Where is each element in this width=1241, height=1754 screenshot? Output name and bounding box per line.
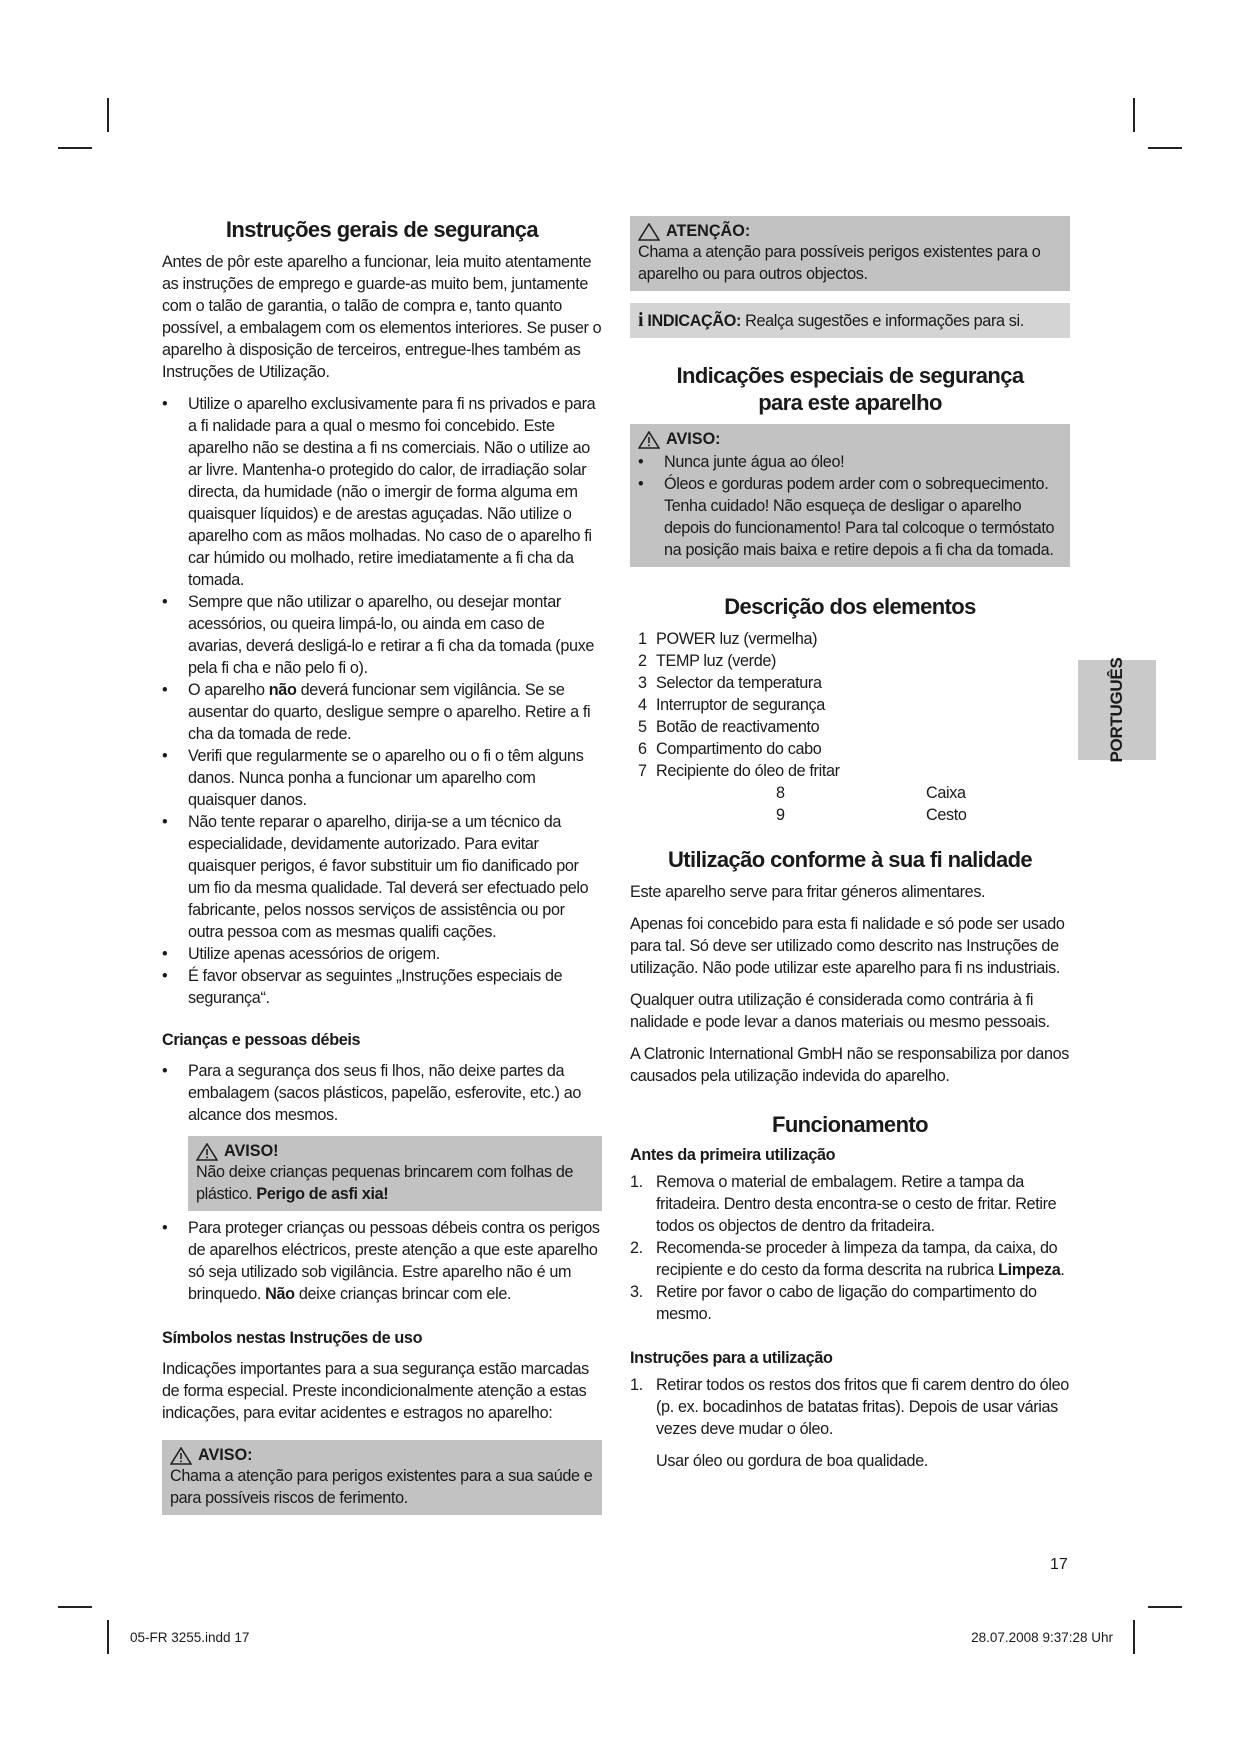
- list-item: 9 Cesto: [776, 806, 967, 824]
- list-item: 1. Retirar todos os restos dos fritos que fi carem dentro do óleo (p. ex. bocadinhos de batatas fritas). Depois de usar várias vezes deve mudar o óleo.: [630, 1376, 1069, 1438]
- attention-text: Chama a atenção para possíveis perigos existentes para o aparelho ou para outros objectos.: [638, 243, 1041, 283]
- footer-file-info: 05-FR 3255.indd 17: [130, 1630, 250, 1645]
- warning-triangle-icon: [196, 1143, 218, 1161]
- first-use-heading: Antes da primeira utilização: [630, 1146, 836, 1164]
- section-title-operation: Funcionamento: [772, 1112, 928, 1137]
- list-item: • Para a segurança dos seus fi lhos, não deixe partes da embalagem (sacos plásticos, papelão, esferovite, etc.) ao alcance dos mesmos.: [162, 1060, 602, 1126]
- note-title: INDICAÇÃO:: [647, 312, 741, 330]
- list-item: 6 Compartimento do cabo: [638, 740, 822, 758]
- warning-title: AVISO:: [666, 430, 721, 448]
- list-item: 4 Interruptor de segurança: [638, 696, 825, 714]
- list-item: 2. Recomenda-se proceder à limpeza da tampa, da caixa, do recipiente e do cesto da forma descrita na rubrica Limpeza.: [630, 1239, 1065, 1279]
- right-column: [630, 216, 1070, 1472]
- list-item: • O aparelho não deverá funcionar sem vigilância. Se se ausentar do quarto, desligue sempre o aparelho. Retire a fi cha da tomada de rede.: [162, 679, 602, 745]
- note-box: [630, 303, 1070, 338]
- page-number: 17: [1050, 1556, 1068, 1573]
- info-icon: i: [638, 309, 644, 331]
- list-item: 2 TEMP luz (verde): [638, 652, 777, 670]
- list-item: • Não tente reparar o aparelho, dirija-se a um técnico da especialidade, devidamente autorizado. Para evitar quaisquer perigos, é favor substituir um fio danificado por um fio da mesma qualidade. Tal deverá ser efectuado pelo fabricante, pelos nossos serviços de assistência ou por outra pessoa com as mesmas qualifi cações.: [162, 811, 602, 943]
- caution-triangle-icon: [638, 223, 660, 241]
- usage-paragraph: Apenas foi concebido para esta fi nalidade e só pode ser usado para tal. Só deve ser utilizado como descrito nas Instruções de utilização. Não pode utilizar este aparelho para fi ns industriais.: [630, 915, 1065, 977]
- list-item: • Para proteger crianças ou pessoas débeis contra os perigos de aparelhos eléctricos, preste atenção a que este aparelho só seja utilizado sob vigilância. Estre aparelho não é um brinquedo. Não deixe crianças brincar com ele.: [162, 1217, 602, 1305]
- list-item: 7 Recipiente do óleo de fritar: [638, 762, 840, 780]
- list-item: • É favor observar as seguintes „Instruções especiais de segurança“.: [162, 965, 602, 1009]
- crop-mark: [1148, 147, 1182, 149]
- warning-bold-text: Perigo de asfi xia!: [256, 1185, 389, 1203]
- warning-title: AVISO:: [198, 1446, 253, 1464]
- attention-title: ATENÇÃO:: [666, 222, 751, 240]
- children-list-2: [162, 1217, 602, 1305]
- crop-mark: [1133, 1620, 1135, 1654]
- crop-mark: [1133, 98, 1135, 132]
- instructions-steps: [630, 1374, 1070, 1440]
- warning-triangle-icon: [170, 1447, 192, 1465]
- note-text: Realça sugestões e informações para si.: [745, 312, 1024, 330]
- list-item: • Verifi que regularmente se o aparelho ou o fi o têm alguns danos. Nunca ponha a funcionar um aparelho com quaisquer danos.: [162, 745, 602, 811]
- section-title-special-safety-2: para este aparelho: [758, 390, 942, 415]
- elements-list: [630, 628, 1070, 826]
- children-heading: Crianças e pessoas débeis: [162, 1031, 361, 1049]
- warning-box-health: [162, 1440, 602, 1515]
- language-tab: [1078, 657, 1156, 763]
- crop-mark: [107, 1620, 109, 1654]
- list-item: • Sempre que não utilizar o aparelho, ou desejar montar acessórios, ou queira limpá-lo, ou ainda em caso de avarias, deverá desligá-lo e retirar a fi cha da tomada (puxe pela fi cha e não pelo fi o).: [162, 591, 602, 679]
- list-item: 5 Botão de reactivamento: [638, 718, 820, 736]
- list-item: • Óleos e gorduras podem arder com o sobrequecimento. Tenha cuidado! Não esqueça de desligar o aparelho depois do funcionamento! Para tal colcoque o termóstato na posição mais baixa e retire depois a fi cha da tomada.: [638, 473, 1062, 561]
- section-title-special-safety: Indicações especiais de segurança: [676, 363, 1024, 388]
- attention-box: [630, 216, 1070, 291]
- list-item: • Utilize apenas acessórios de origem.: [162, 943, 602, 965]
- warning-title: AVISO!: [224, 1142, 279, 1160]
- list-item: 1 POWER luz (vermelha): [638, 630, 818, 648]
- crop-mark: [107, 98, 109, 132]
- section-title-elements: Descrição dos elementos: [724, 594, 976, 619]
- footer-timestamp: 28.07.2008 9:37:28 Uhr: [971, 1630, 1113, 1645]
- intro-paragraph: Antes de pôr este aparelho a funcionar, leia muito atentamente as instruções de emprego e guarde-as muito bem, juntamente com o talão de garantia, o talão de compra e, tanto quanto possível, a embalagem com os elementos interiores. Se puser o aparelho à disposição de terceiros, entregue-lhes também as Instruções de Utilização.: [162, 253, 602, 381]
- crop-mark: [58, 147, 92, 149]
- warning-text: Chama a atenção para perigos existentes para a sua saúde e para possíveis riscos de ferimento.: [170, 1467, 593, 1507]
- warning-box-children: [188, 1136, 602, 1211]
- symbols-heading: Símbolos nestas Instruções de uso: [162, 1329, 423, 1347]
- instructions-note: Usar óleo ou gordura de boa qualidade.: [656, 1452, 928, 1470]
- left-column: [162, 210, 602, 1515]
- list-item: 3 Selector da temperatura: [638, 674, 822, 692]
- symbols-paragraph: Indicações importantes para a sua segurança estão marcadas de forma especial. Preste incondicionalmente atenção a estas indicações, para evitar acidentes e estragos no aparelho:: [162, 1360, 589, 1422]
- usage-paragraph: Qualquer outra utilização é considerada como contrária à fi nalidade e pode levar a danos materiais ou mesmo pessoais.: [630, 991, 1050, 1031]
- usage-paragraph: A Clatronic International GmbH não se responsabiliza por danos causados pela utilização indevida do aparelho.: [630, 1045, 1070, 1085]
- crop-mark: [58, 1606, 92, 1608]
- first-use-steps: [630, 1171, 1070, 1325]
- usage-paragraph: Este aparelho serve para fritar géneros alimentares.: [630, 883, 986, 901]
- section-title-usage: Utilização conforme à sua fi nalidade: [667, 847, 1033, 872]
- crop-mark: [1148, 1606, 1182, 1608]
- warning-box-oil: [630, 424, 1070, 567]
- children-list: [162, 1060, 602, 1126]
- list-item: 8 Caixa: [776, 784, 966, 802]
- section-title-general-safety: Instruções gerais de segurança: [225, 217, 539, 242]
- instructions-heading: Instruções para a utilização: [630, 1349, 833, 1367]
- list-item: 3. Retire por favor o cabo de ligação do compartimento do mesmo.: [630, 1283, 1037, 1323]
- list-item: • Nunca junte água ao óleo!: [638, 451, 1062, 473]
- safety-bullet-list: [162, 393, 602, 1009]
- language-tab-label: PORTUGUÊS: [1107, 657, 1126, 763]
- warning-triangle-icon: [638, 431, 660, 449]
- list-item: • Utilize o aparelho exclusivamente para fi ns privados e para a fi nalidade para a qual o mesmo foi concebido. Este aparelho não se destina a fi ns comerciais. Não o utilize ao ar livre. Mantenha-o protegido do calor, de irradiação solar directa, da humidade (não o imergir de forma alguma em quaisquer líquidos) e de arestas aguçadas. Não utilize o aparelho com as mãos molhadas. No caso de o aparelho fi car húmido ou molhado, retire imediatamente a fi cha da tomada.: [162, 393, 602, 591]
- list-item: 1. Remova o material de embalagem. Retire a tampa da fritadeira. Dentro desta encontra-se o cesto de fritar. Retire todos os objectos de dentro da fritadeira.: [630, 1173, 1057, 1235]
- warning-text: Não deixe crianças pequenas brincarem com folhas de plástico.: [196, 1163, 574, 1203]
